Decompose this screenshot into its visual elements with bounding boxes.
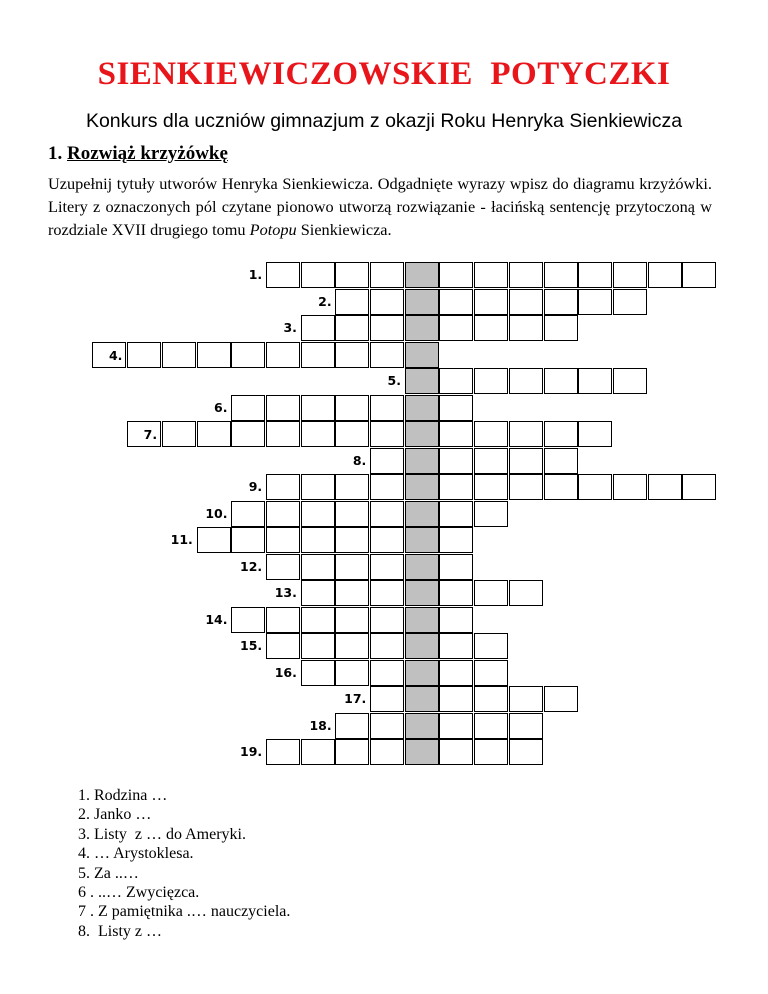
solution-cell[interactable]	[405, 527, 439, 553]
crossword-cell[interactable]	[474, 580, 508, 606]
task-heading	[48, 143, 228, 165]
clue-number-7: 7.	[127, 421, 161, 447]
crossword-cell[interactable]	[544, 448, 578, 474]
crossword-cell[interactable]	[301, 580, 335, 606]
crossword-cell[interactable]	[335, 501, 369, 527]
crossword-cell[interactable]	[544, 686, 578, 712]
crossword-cell[interactable]	[509, 315, 543, 341]
crossword-cell[interactable]	[301, 633, 335, 659]
crossword-cell[interactable]	[474, 713, 508, 739]
instructions-italic-title: Potopu	[249, 220, 297, 239]
crossword-cell[interactable]	[544, 474, 578, 500]
crossword-cell[interactable]	[648, 262, 682, 288]
crossword-cell[interactable]	[613, 474, 647, 500]
crossword-cell[interactable]	[266, 262, 300, 288]
instructions-text: Uzupełnij tytuły utworów Henryka Sienkiewicza. Odgadnięte wyrazy wpisz do diagramu krzyżówki. Litery z oznaczonych pól czytane pionowo utworzą rozwiązanie - łacińską sentencję przytoczoną w rozdziale XVII drugiego tomu	[48, 174, 712, 239]
crossword-cell[interactable]	[266, 421, 300, 447]
clue-number-11: 11.	[170, 532, 193, 547]
crossword-cell[interactable]	[509, 686, 543, 712]
clue-item: 4. … Arystoklesa.	[78, 845, 194, 863]
crossword-cell[interactable]	[335, 395, 369, 421]
clue-item: 3. Listy z … do Ameryki.	[78, 825, 246, 843]
crossword-cell[interactable]	[370, 607, 404, 633]
crossword-cell[interactable]	[370, 501, 404, 527]
crossword-cell[interactable]	[370, 262, 404, 288]
crossword-cell[interactable]	[682, 474, 716, 500]
solution-cell[interactable]	[405, 262, 439, 288]
solution-cell[interactable]	[405, 660, 439, 686]
crossword-cell[interactable]	[648, 474, 682, 500]
crossword-cell[interactable]	[197, 421, 231, 447]
clue-item: 1. Rodzina …	[78, 787, 168, 804]
crossword-cell[interactable]	[301, 421, 335, 447]
crossword-cell[interactable]	[544, 315, 578, 341]
crossword-cell[interactable]	[266, 607, 300, 633]
crossword-cell[interactable]	[266, 554, 300, 580]
crossword-cell[interactable]	[439, 262, 473, 288]
crossword-cell[interactable]	[266, 527, 300, 553]
crossword-cell[interactable]	[335, 607, 369, 633]
crossword-cell[interactable]	[509, 262, 543, 288]
crossword-cell[interactable]	[197, 342, 231, 368]
crossword-cell[interactable]	[509, 448, 543, 474]
crossword-cell[interactable]	[544, 421, 578, 447]
instructions-text-end: Sienkiewicza.	[296, 220, 392, 239]
crossword-cell[interactable]	[509, 421, 543, 447]
clue-number-8: 8.	[352, 452, 367, 468]
crossword-cell[interactable]	[370, 554, 404, 580]
solution-cell[interactable]	[405, 554, 439, 580]
clue-number-6: 6.	[214, 399, 228, 415]
crossword-cell[interactable]	[474, 262, 508, 288]
crossword-cell[interactable]	[370, 342, 404, 368]
crossword-cell[interactable]	[301, 395, 335, 421]
solution-cell[interactable]	[405, 342, 439, 368]
clue-item: 5. Za ..…	[78, 864, 139, 882]
crossword-cell[interactable]	[266, 633, 300, 659]
crossword-cell[interactable]	[578, 368, 612, 394]
clue-item: 2. Janko …	[78, 806, 152, 824]
crossword-cell[interactable]	[162, 421, 196, 447]
crossword-cell[interactable]	[509, 580, 543, 606]
crossword-cell[interactable]	[439, 713, 473, 739]
solution-cell[interactable]	[405, 289, 439, 315]
solution-cell[interactable]	[405, 474, 439, 500]
crossword-cell[interactable]	[613, 368, 647, 394]
crossword-cell[interactable]	[509, 368, 543, 394]
solution-cell[interactable]	[405, 315, 439, 341]
crossword-cell[interactable]	[474, 421, 508, 447]
crossword-cell[interactable]	[335, 580, 369, 606]
crossword-cell[interactable]	[439, 421, 473, 447]
crossword-cell[interactable]	[335, 421, 369, 447]
crossword-cell[interactable]	[335, 660, 369, 686]
crossword-cell[interactable]	[474, 660, 508, 686]
crossword-cell[interactable]	[370, 686, 404, 712]
crossword-cell[interactable]	[439, 448, 473, 474]
task-number: 1.	[48, 143, 63, 164]
crossword-cell[interactable]	[335, 289, 369, 315]
solution-cell[interactable]	[405, 501, 439, 527]
clue-item: 7 . Z pamiętnika .… nauczyciela.	[78, 903, 291, 921]
crossword-cell[interactable]	[301, 527, 335, 553]
page-title: SIENKIEWICZOWSKIE POTYCZKI	[97, 56, 671, 92]
clue-number-2: 2.	[318, 293, 332, 309]
crossword-cell[interactable]	[370, 527, 404, 553]
crossword-cell[interactable]	[301, 342, 335, 368]
crossword-cell[interactable]	[335, 527, 369, 553]
crossword-cell[interactable]	[578, 474, 612, 500]
crossword-cell[interactable]	[439, 580, 473, 606]
clue-number-1: 1.	[248, 267, 263, 282]
clue-number-18: 18.	[309, 717, 332, 733]
task-label: Rozwiąż krzyżówkę	[67, 143, 228, 164]
crossword-cell[interactable]	[231, 607, 265, 633]
crossword-cell[interactable]	[301, 501, 335, 527]
crossword-cell[interactable]	[301, 607, 335, 633]
crossword-cell[interactable]	[335, 342, 369, 368]
crossword-cell[interactable]	[370, 633, 404, 659]
crossword-cell[interactable]	[231, 421, 265, 447]
crossword-cell[interactable]	[509, 713, 543, 739]
crossword-cell[interactable]	[439, 474, 473, 500]
crossword-cell[interactable]	[578, 421, 612, 447]
crossword-cell[interactable]	[613, 289, 647, 315]
crossword-cell[interactable]	[301, 315, 335, 341]
crossword-cell[interactable]	[439, 289, 473, 315]
crossword-cell[interactable]	[439, 368, 473, 394]
clue-item: 8. Listy z …	[78, 922, 162, 940]
crossword-cell[interactable]	[439, 395, 473, 421]
clue-number-17: 17.	[344, 691, 367, 706]
crossword-cell[interactable]	[439, 660, 473, 686]
crossword-cell[interactable]	[474, 289, 508, 315]
crossword-cell[interactable]	[439, 554, 473, 580]
crossword-cell[interactable]	[301, 739, 335, 765]
crossword-cell[interactable]	[370, 660, 404, 686]
crossword-cell[interactable]	[370, 315, 404, 341]
crossword-cell[interactable]	[231, 395, 265, 421]
crossword-cell[interactable]	[474, 474, 508, 500]
crossword-cell[interactable]	[335, 739, 369, 765]
solution-cell[interactable]	[405, 395, 439, 421]
crossword-cell[interactable]	[266, 474, 300, 500]
clue-item: 6 . ..… Zwycięzca.	[78, 884, 200, 902]
crossword-cell[interactable]	[301, 660, 335, 686]
solution-cell[interactable]	[405, 580, 439, 606]
clue-number-3: 3.	[283, 320, 297, 335]
crossword-cell[interactable]	[231, 501, 265, 527]
solution-cell[interactable]	[405, 633, 439, 659]
crossword-cell[interactable]	[301, 262, 335, 288]
crossword-cell[interactable]	[370, 739, 404, 765]
crossword-cell[interactable]	[474, 448, 508, 474]
crossword-cell[interactable]	[301, 554, 335, 580]
crossword-cell[interactable]	[509, 474, 543, 500]
crossword-cell[interactable]	[266, 739, 300, 765]
crossword-cell[interactable]	[544, 289, 578, 315]
clue-list	[78, 786, 290, 941]
task-instructions	[48, 172, 712, 241]
clue-number-15: 15.	[240, 638, 263, 653]
crossword-cell[interactable]	[335, 474, 369, 500]
crossword-cell[interactable]	[474, 501, 508, 527]
crossword-cell[interactable]	[370, 713, 404, 739]
clue-number-4: 4.	[92, 342, 126, 368]
solution-cell[interactable]	[405, 739, 439, 765]
crossword-cell[interactable]	[578, 262, 612, 288]
crossword-cell[interactable]	[439, 633, 473, 659]
clue-number-13: 13.	[274, 585, 297, 600]
crossword-cell[interactable]	[474, 686, 508, 712]
crossword-cell[interactable]	[266, 342, 300, 368]
crossword-cell[interactable]	[370, 448, 404, 474]
crossword-cell[interactable]	[544, 262, 578, 288]
crossword-cell[interactable]	[335, 554, 369, 580]
crossword-cell[interactable]	[335, 262, 369, 288]
solution-cell[interactable]	[405, 713, 439, 739]
crossword-cell[interactable]	[439, 686, 473, 712]
crossword-cell[interactable]	[127, 342, 161, 368]
clue-number-19: 19.	[240, 744, 263, 759]
crossword-cell[interactable]	[162, 342, 196, 368]
clue-number-12: 12.	[240, 558, 263, 574]
crossword-cell[interactable]	[335, 633, 369, 659]
crossword-cell[interactable]	[474, 739, 508, 765]
clue-number-10: 10.	[205, 505, 228, 521]
solution-cell[interactable]	[405, 368, 439, 394]
crossword-cell[interactable]	[370, 289, 404, 315]
crossword-cell[interactable]	[335, 713, 369, 739]
crossword-cell[interactable]	[370, 474, 404, 500]
solution-cell[interactable]	[405, 421, 439, 447]
crossword-cell[interactable]	[439, 739, 473, 765]
crossword-cell[interactable]	[370, 421, 404, 447]
crossword-cell[interactable]	[474, 633, 508, 659]
clue-number-9: 9.	[248, 479, 263, 494]
crossword-cell[interactable]	[544, 368, 578, 394]
crossword-cell[interactable]	[439, 527, 473, 553]
crossword-cell[interactable]	[266, 501, 300, 527]
solution-cell[interactable]	[405, 448, 439, 474]
crossword-cell[interactable]	[474, 315, 508, 341]
crossword-cell[interactable]	[613, 262, 647, 288]
clue-number-5: 5.	[387, 373, 401, 388]
crossword-cell[interactable]	[335, 315, 369, 341]
crossword-cell[interactable]	[266, 395, 300, 421]
contest-subtitle: Konkurs dla uczniów gimnazjum z okazji Roku Henryka Sienkiewicza	[85, 110, 683, 132]
crossword-cell[interactable]	[370, 395, 404, 421]
clue-number-16: 16.	[274, 664, 297, 680]
crossword-cell[interactable]	[439, 501, 473, 527]
crossword-cell[interactable]	[197, 527, 231, 553]
crossword-cell[interactable]	[509, 289, 543, 315]
crossword-cell[interactable]	[578, 289, 612, 315]
solution-cell[interactable]	[405, 686, 439, 712]
crossword-cell[interactable]	[682, 262, 716, 288]
crossword-cell[interactable]	[474, 368, 508, 394]
crossword-cell[interactable]	[231, 342, 265, 368]
solution-cell[interactable]	[405, 607, 439, 633]
crossword-cell[interactable]	[370, 580, 404, 606]
clue-number-14: 14.	[205, 611, 228, 627]
crossword-cell[interactable]	[439, 607, 473, 633]
crossword-cell[interactable]	[439, 315, 473, 341]
crossword-cell[interactable]	[301, 474, 335, 500]
crossword-cell[interactable]	[231, 527, 265, 553]
crossword-cell[interactable]	[509, 739, 543, 765]
